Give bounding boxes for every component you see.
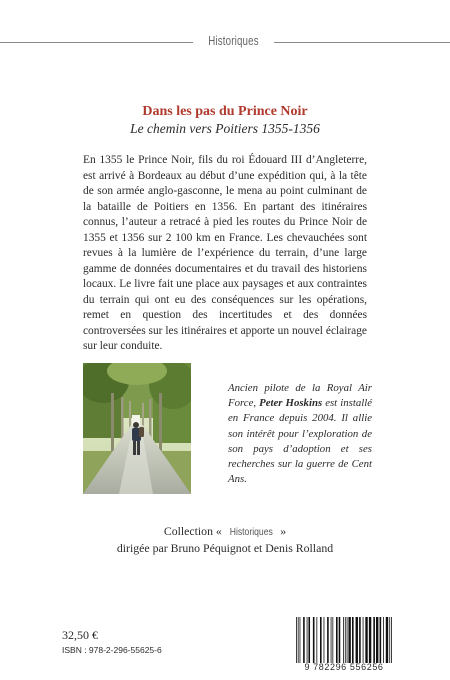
barcode-bar — [389, 617, 390, 663]
collection-line — [0, 524, 450, 539]
banner-line-right — [274, 42, 450, 43]
barcode-bar — [336, 617, 338, 663]
barcode-bar — [373, 617, 375, 663]
isbn: ISBN : 978-2-296-55625-6 — [62, 645, 162, 655]
bio-text-before: Ancien pilote de la Royal Air Force, — [228, 382, 372, 410]
barcode-bar — [300, 617, 301, 663]
barcode-bar — [324, 617, 325, 663]
barcode-bar — [348, 617, 350, 663]
author-name: Peter Hoskins — [259, 397, 323, 410]
author-bio — [228, 381, 372, 487]
barcode-bar — [332, 617, 333, 663]
barcode — [296, 617, 392, 663]
banner-line-left — [0, 42, 193, 43]
barcode-bar — [356, 617, 358, 663]
barcode-bar — [352, 617, 354, 663]
barcode-bar — [296, 617, 297, 663]
barcode-bar — [307, 617, 308, 663]
collection-suffix: » — [277, 524, 287, 538]
barcode-bars — [296, 617, 392, 663]
bio-text-after: est installé en France depuis 2004. Il allie son intérêt pour l’exploration de son pays d’adoption et ses recherches sur la guerre de Cent Ans. — [228, 397, 373, 486]
barcode-bar — [308, 617, 310, 663]
collection-prefix: Collection « — [163, 524, 225, 538]
author-walking-photo — [83, 363, 191, 494]
barcode-digits: 9 782296 556256 — [304, 662, 384, 672]
barcode-bar — [359, 617, 361, 663]
collection-directors: dirigée par Bruno Péquignot et Denis Rolland — [116, 541, 334, 555]
barcode-bar — [327, 617, 329, 663]
book-title: Dans les pas du Prince Noir — [142, 104, 308, 119]
barcode-bar — [363, 617, 364, 663]
barcode-bar — [369, 617, 371, 663]
barcode-bar — [303, 617, 305, 663]
barcode-bar — [320, 617, 322, 663]
series-banner — [0, 30, 450, 56]
barcode-bar — [331, 617, 332, 663]
barcode-bar — [313, 617, 315, 663]
barcode-bar — [383, 617, 384, 663]
barcode-bar — [365, 617, 367, 663]
barcode-bar — [380, 617, 382, 663]
barcode-bar — [386, 617, 388, 663]
barcode-bar — [345, 617, 346, 663]
tree-lined-road-illustration — [83, 363, 191, 494]
price: 32,50 € — [62, 628, 98, 642]
book-subtitle: Le chemin vers Poitiers 1355-1356 — [130, 121, 320, 136]
back-cover-blurb: En 1355 le Prince Noir, fils du roi Édouard III d’Angleterre, est arrivé à Bordeaux au début d’une expédition qui, à la tête de son armée anglo-gasconne, le mena au point culminant de la bataille de Poitiers en 1356. En partant des itinéraires connus, l’auteur a retracé à pied les routes du Prince Noir de 1355 et 1356 sur 2 100 km en France. Les chevauchées sont revues à la lumière de l’expérience du terrain, d’une large gamme de données documentaires et du travail des historiens locaux. Le livre fait une place aux paysages et aux contraintes du terrain qui ont eu des conséquences sur les opérations, remet en question des incertitudes et des données controversées sur les itinéraires et apporte un nouvel éclairage sur leur conduite. — [83, 154, 367, 352]
barcode-bar — [376, 617, 378, 663]
barcode-bar — [316, 617, 317, 663]
barcode-bar — [339, 617, 341, 663]
barcode-bar — [343, 617, 344, 663]
barcode-bar — [298, 617, 299, 663]
barcode-bar — [347, 617, 348, 663]
barcode-bar — [391, 617, 392, 663]
series-banner-label: Historiques — [208, 34, 259, 48]
collection-name: Historiques — [229, 526, 273, 538]
